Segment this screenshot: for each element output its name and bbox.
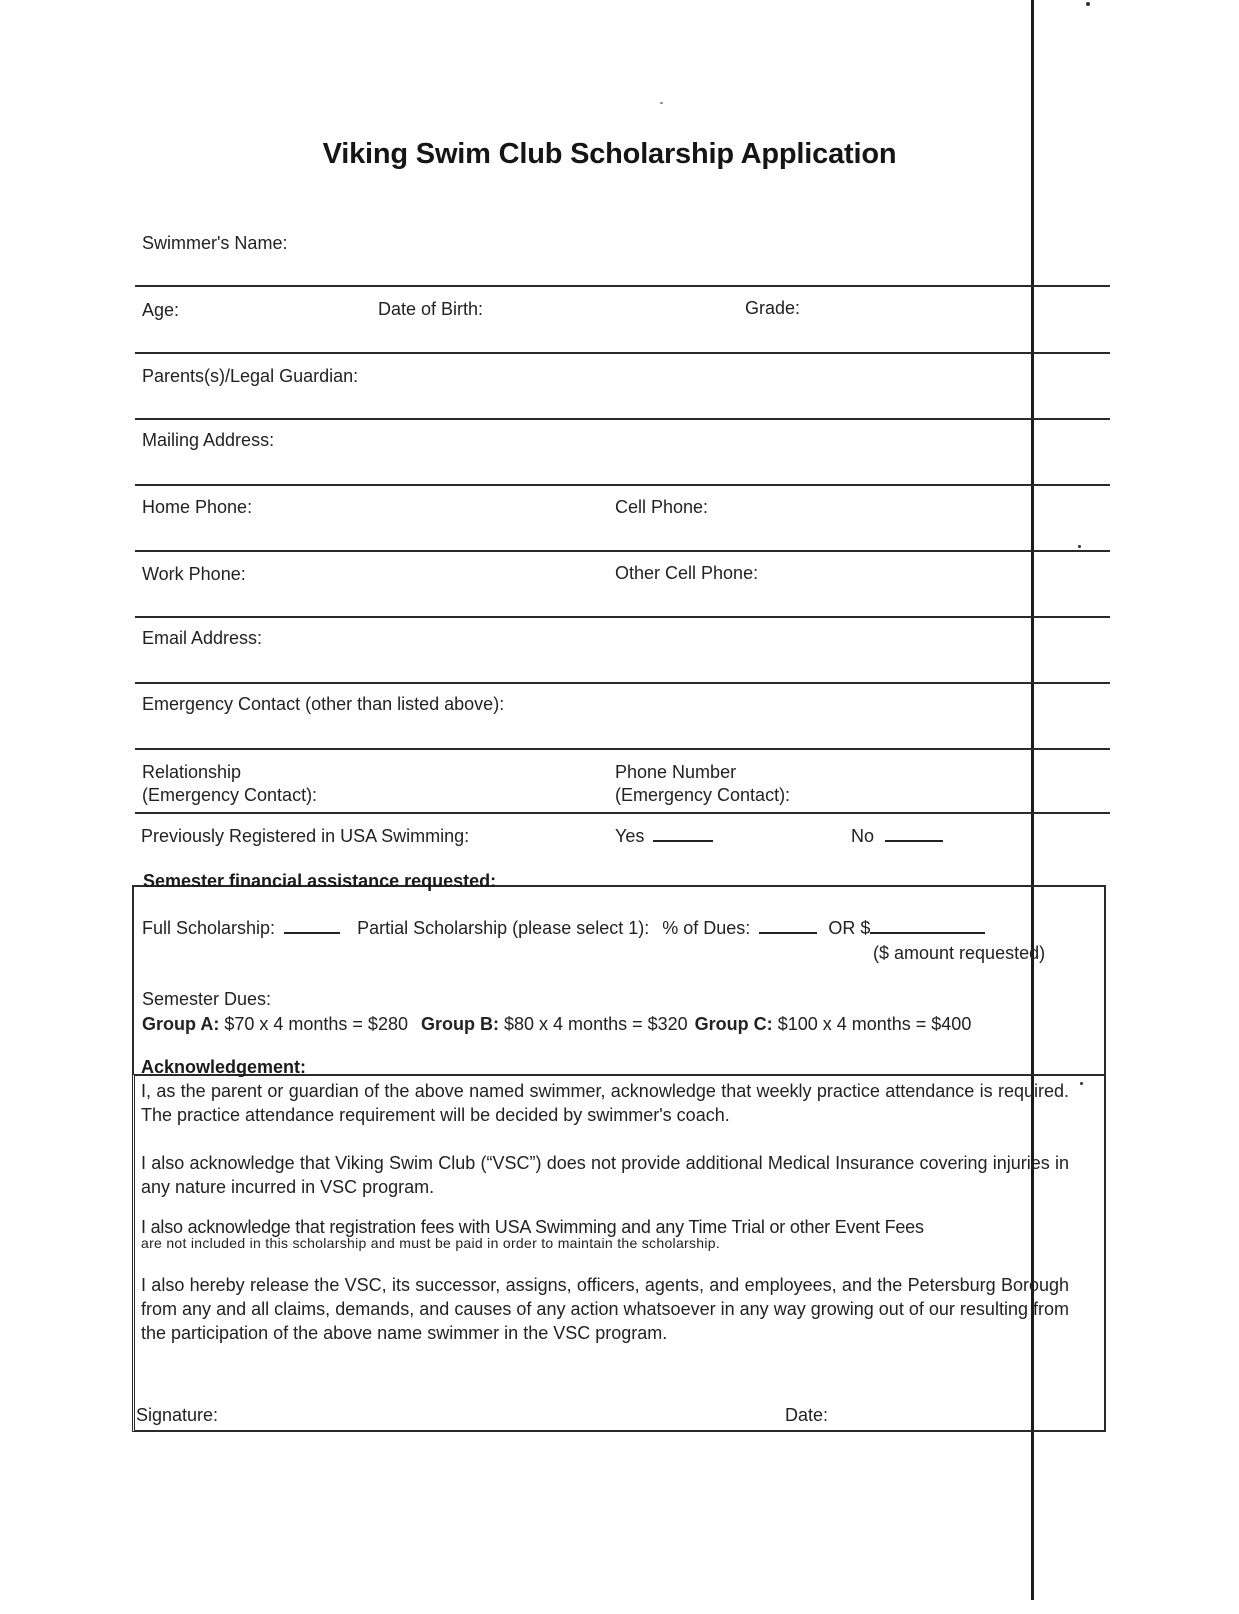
- grade-label: Grade:: [745, 298, 801, 318]
- financial-assistance-section: [132, 885, 1106, 1075]
- emergency-phone-label: [615, 761, 790, 807]
- group-b-name: Group B:: [421, 1014, 499, 1034]
- mailing-address-label: Mailing Address:: [142, 430, 275, 450]
- partial-scholarship-label: Partial Scholarship (please select 1):: [357, 918, 650, 938]
- emergency-contact-line[interactable]: [135, 748, 1110, 750]
- date-label: Date:: [785, 1405, 829, 1425]
- percent-dues-blank[interactable]: [759, 918, 817, 934]
- scholarship-options-row: [142, 918, 985, 939]
- full-scholarship-blank[interactable]: [284, 918, 340, 934]
- dollar-amount-blank[interactable]: [870, 918, 985, 934]
- parents-guardian-line[interactable]: [135, 418, 1110, 420]
- email-address-label: Email Address:: [142, 628, 263, 648]
- relationship-label: [142, 761, 317, 807]
- emergency-contact-label: Emergency Contact (other than listed above):: [142, 694, 505, 714]
- home-cell-phone-line[interactable]: [135, 550, 1110, 552]
- dues-groups-row: [142, 1014, 971, 1035]
- home-phone-label: Home Phone:: [142, 497, 253, 517]
- yes-label: Yes: [615, 826, 645, 846]
- no-label: No: [851, 826, 875, 846]
- group-a-detail: $70 x 4 months = $280: [224, 1014, 408, 1034]
- previously-registered-label: Previously Registered in USA Swimming:: [141, 826, 470, 846]
- relationship-label-line2: (Emergency Contact):: [142, 785, 318, 805]
- emergency-phone-label-line1: Phone Number: [615, 762, 737, 782]
- acknowledgement-paragraph-fees-line2: are not included in this scholarship and must be paid in order to maintain the scholarship.: [141, 1235, 721, 1251]
- signature-label: Signature:: [136, 1405, 219, 1425]
- yes-blank[interactable]: [653, 826, 713, 842]
- age-dob-grade-line[interactable]: [135, 352, 1110, 354]
- group-c-detail: $100 x 4 months = $400: [777, 1014, 972, 1034]
- group-b-detail: $80 x 4 months = $320: [504, 1014, 688, 1034]
- form-title: Viking Swim Club Scholarship Application: [322, 138, 897, 170]
- amount-requested-note: ($ amount requested): [873, 943, 1046, 963]
- date-of-birth-label: Date of Birth:: [378, 299, 484, 319]
- scan-speck: [1086, 2, 1090, 6]
- mailing-address-line[interactable]: [135, 484, 1110, 486]
- financial-heading: Semester financial assistance requested:: [143, 871, 497, 891]
- acknowledgement-paragraph-release: I also hereby release the VSC, its successor, assigns, officers, agents, and employees, and the Petersburg Borough from any and all claims, demands, and causes of any action whatsoever in any way growing out of our resulting from the participation of the above name swimmer in the VSC program.: [141, 1275, 1069, 1343]
- swimmer-name-line[interactable]: [135, 285, 1110, 287]
- acknowledgement-paragraph-fees-line1: I also acknowledge that registration fees with USA Swimming and any Time Trial or other Event Fees: [141, 1217, 924, 1237]
- acknowledgement-section: [132, 1074, 1106, 1432]
- no-blank[interactable]: [885, 826, 943, 842]
- scan-speck: [660, 102, 663, 104]
- emergency-phone-label-line2: (Emergency Contact):: [615, 785, 791, 805]
- no-option[interactable]: [851, 826, 943, 847]
- swimmer-name-label: Swimmer's Name:: [142, 233, 288, 253]
- full-scholarship-label: Full Scholarship:: [142, 918, 276, 938]
- work-other-phone-line[interactable]: [135, 616, 1110, 618]
- scan-speck: [1078, 545, 1081, 548]
- percent-dues-label: % of Dues:: [662, 918, 751, 938]
- relationship-label-line1: Relationship: [142, 762, 242, 782]
- scan-speck: [1080, 1082, 1083, 1085]
- cell-phone-label: Cell Phone:: [615, 497, 709, 517]
- group-a-name: Group A:: [142, 1014, 220, 1034]
- acknowledgement-heading: Acknowledgement:: [141, 1057, 307, 1077]
- semester-dues-label: Semester Dues:: [142, 989, 272, 1009]
- work-phone-label: Work Phone:: [142, 564, 246, 584]
- email-address-line[interactable]: [135, 682, 1110, 684]
- relationship-phone-line[interactable]: [135, 812, 1110, 814]
- age-label: Age:: [142, 300, 180, 320]
- acknowledgement-paragraph-practice: I, as the parent or guardian of the above named swimmer, acknowledge that weekly practice attendance is required. The practice attendance requirement will be decided by swimmer's coach.: [141, 1081, 1069, 1125]
- parents-guardian-label: Parents(s)/Legal Guardian:: [142, 366, 359, 386]
- other-cell-phone-label: Other Cell Phone:: [615, 563, 759, 583]
- yes-option[interactable]: [615, 826, 713, 847]
- acknowledgement-paragraph-insurance: I also acknowledge that Viking Swim Club (“VSC”) does not provide additional Medical Insurance covering injuries in any nature incurred in VSC program.: [141, 1153, 1069, 1197]
- or-dollar-label: OR $: [828, 918, 871, 938]
- group-c-name: Group C:: [694, 1014, 773, 1034]
